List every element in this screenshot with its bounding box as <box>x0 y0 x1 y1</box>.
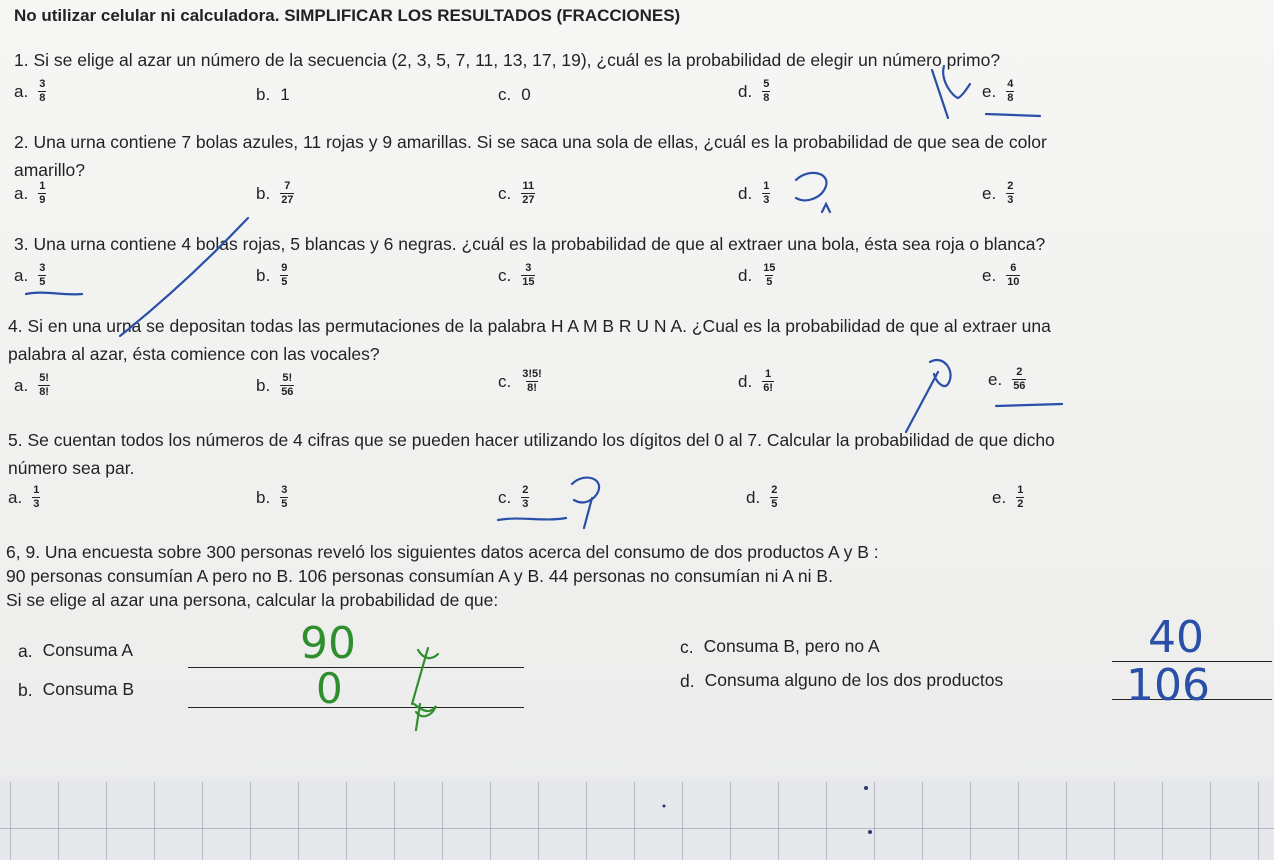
q4-option-d: d. $\frac{1}{6!}$ <box>738 368 773 394</box>
q6-item-a: a. Consuma A <box>18 640 134 661</box>
question-6-text-line2: 90 personas consumían A pero no B. 106 personas consumían A y B. 44 personas no consumían ni A ni B. <box>6 566 833 586</box>
question-2-text-line1: 2. Una urna contiene 7 bolas azules, 11 rojas y 9 amarillas. Si se saca una sola de ellas, ¿cuál es la probabilidad de que sea de color <box>14 132 1047 152</box>
q3-option-b: b. $\frac{9}{5}$ <box>256 262 288 288</box>
q5-option-e: e. $\frac{1}{2}$ <box>992 484 1024 510</box>
q2-option-d: d. $\frac{1}{3}$ <box>738 180 770 206</box>
q2-option-a: a. $\frac{1}{9}$ <box>14 180 46 206</box>
q4-option-e: e. $\frac{2}{56}$ <box>988 366 1026 392</box>
q5-answer-underline <box>498 518 566 520</box>
q4-option-c: c. $\frac{3!5!}{8!}$ <box>498 368 542 394</box>
answer-line-b <box>188 707 524 708</box>
q1-option-e: e. $\frac{4}{8}$ <box>982 78 1014 104</box>
q3-option-c: c. $\frac{3}{15}$ <box>498 262 535 288</box>
question-1-text: 1. Si se elige al azar un número de la secuencia (2, 3, 5, 7, 11, 13, 17, 19), ¿cuál es la probabilidad de elegir un número primo? <box>14 50 1001 70</box>
q6-item-b: b. Consuma B <box>18 679 135 700</box>
graph-paper-edge <box>0 770 1274 782</box>
graph-paper-strip <box>0 770 1274 860</box>
q5-option-d: d. $\frac{2}{5}$ <box>746 484 778 510</box>
q5-circle-mark <box>572 478 599 528</box>
q3-option-d: d. $\frac{15}{5}$ <box>738 262 776 288</box>
q2-option-b: b. $\frac{7}{27}$ <box>256 180 294 206</box>
q2-option-e: e. $\frac{2}{3}$ <box>982 180 1014 206</box>
q5-option-c: c. $\frac{2}{3}$ <box>498 484 529 510</box>
question-3-text: 3. Una urna contiene 4 bolas rojas, 5 blancas y 6 negras. ¿cuál es la probabilidad de que al extraer una bola, ésta sea roja o blanca? <box>14 234 1046 254</box>
handwritten-answer-b: 0 <box>316 664 343 713</box>
handwritten-answer-a: 90 <box>300 618 356 669</box>
q4-answer-underline <box>996 404 1062 406</box>
q4-cross-mark <box>906 360 951 432</box>
q6-arrow-a-mark <box>412 648 438 704</box>
q1-answer-underline <box>986 114 1040 116</box>
question-4-text-line1: 4. Si en una urna se depositan todas las permutaciones de la palabra H A M B R U N A. ¿Cual es la probabilidad de que al extraer una <box>8 316 1051 336</box>
question-5-text-line2: número sea par. <box>8 458 135 478</box>
q1-option-c: c. 0 <box>498 84 531 104</box>
q4-option-b: b. $\frac{5!}{56}$ <box>256 372 294 398</box>
question-4-text-line2: palabra al azar, ésta comience con las vocales? <box>8 344 380 364</box>
q4-option-a: a. $\frac{5!}{8!}$ <box>14 372 49 398</box>
q1-option-a: a. $\frac{3}{8}$ <box>14 78 46 104</box>
question-5-text-line1: 5. Se cuentan todos los números de 4 cifras que se pueden hacer utilizando los dígitos del 0 al 7. Calcular la probabilidad de que dicho <box>8 430 1055 450</box>
question-2-text-line2: amarillo? <box>14 160 85 180</box>
question-6-text-line1: 6, 9. Una encuesta sobre 300 personas reveló los siguientes datos acerca del consumo de dos productos A y B : <box>6 542 879 562</box>
q2-caret-mark <box>822 204 830 212</box>
handwritten-answer-c: 40 <box>1148 612 1204 663</box>
q1-option-d: d. $\frac{5}{8}$ <box>738 78 770 104</box>
answer-line-a <box>188 667 524 668</box>
q3-option-e: e. $\frac{6}{10}$ <box>982 262 1020 288</box>
q2-option-c: c. $\frac{11}{27}$ <box>498 180 535 206</box>
question-6-text-line3: Si se elige al azar una persona, calcular la probabilidad de que: <box>6 590 499 610</box>
q1-option-b: b. 1 <box>256 84 290 104</box>
q1-cross-mark <box>932 66 970 118</box>
handwritten-answer-d: 106 <box>1126 660 1210 711</box>
instructions-header: No utilizar celular ni calculadora. SIMPLIFICAR LOS RESULTADOS (FRACCIONES) <box>14 6 681 25</box>
q6-item-d: d. Consuma alguno de los dos productos <box>680 670 1004 691</box>
q5-option-a: a. $\frac{1}{3}$ <box>8 484 40 510</box>
q3-answer-underline <box>26 293 82 295</box>
q5-option-b: b. $\frac{3}{5}$ <box>256 484 288 510</box>
q6-item-c: c. Consuma B, pero no A <box>680 636 880 657</box>
q3-option-a: a. $\frac{3}{5}$ <box>14 262 46 288</box>
q2-circle-mark <box>796 173 826 200</box>
